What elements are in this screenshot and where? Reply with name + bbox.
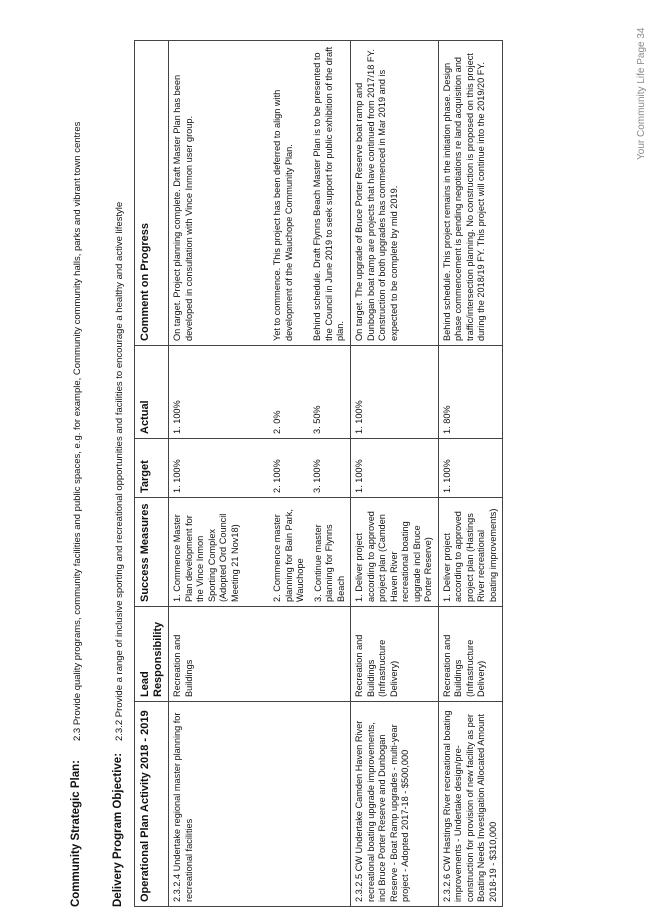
rotated-page <box>70 27 590 907</box>
col-header-activity: Operational Plan Activity 2018 - 2019 <box>135 702 169 907</box>
lead-cell: Recreation and Buildings <box>169 607 351 702</box>
comment-cell <box>351 41 439 346</box>
delivery-objective-label: Delivery Program Objective: <box>112 752 124 907</box>
strategic-plan-text: 2.3 Provide quality programs, community facilities and public spaces, e.g. for example, Community community halls, parks and vibrant town centres <box>72 121 83 741</box>
activity-cell: 2.3.2.6 CW Hastings River recreational boating improvements - Undertake design/pre-construction for provision of new facility as per Boating Needs Investigation Allocated Amount 2018-19 - $310,000 <box>438 702 503 907</box>
comment-cell <box>438 41 503 346</box>
col-header-target: Target <box>135 439 169 498</box>
actual-cell <box>438 346 503 439</box>
delivery-objective-text: 2.3.2 Provide a range of inclusive sporting and recreational opportunities and facilities to encourage a healthy and active lifestyle <box>114 201 125 741</box>
col-header-lead: Lead Responsibility <box>135 607 169 702</box>
target-cell <box>169 439 351 498</box>
comment-item: On target. Project planning complete. Draft Master Plan has been developed in consultation with Vince Inmon user group. <box>172 74 194 341</box>
col-header-actual: Actual <box>135 346 169 439</box>
measures-cell <box>169 498 351 607</box>
table-header-row <box>135 41 169 907</box>
table-row <box>169 41 351 907</box>
lead-cell: Recreation and Buildings (Infrastructure Delivery) <box>438 607 503 702</box>
comment-item: On target. The upgrade of Bruce Porter Reserve boat ramp and Dunbogan boat ramp are projects that have continued from 2017/18 FY. Construction of both upgrades has commenced in Mar 2019 and is expected to be complete by mid 2019. <box>354 49 399 341</box>
actual-item: 1. 100% <box>354 400 364 434</box>
target-cell <box>438 439 503 498</box>
measures-cell <box>351 498 439 607</box>
actual-item: 1. 80% <box>441 405 452 434</box>
page-footer <box>612 0 647 907</box>
page-number-label: Your Community Life Page 34 <box>636 27 647 160</box>
actual-item: 2. 0% <box>272 410 282 434</box>
target-item: 1. 100% <box>354 459 364 493</box>
actual-item: 1. 100% <box>172 400 182 434</box>
table-row <box>438 41 503 907</box>
target-cell <box>351 439 439 498</box>
measure-item: 3. Continue master planning for Flynns Beach <box>312 524 346 602</box>
target-item: 2. 100% <box>272 459 282 493</box>
comment-cell <box>169 41 351 346</box>
lead-cell: Recreation and Buildings (Infrastructure Delivery) <box>351 607 439 702</box>
target-item: 3. 100% <box>312 459 322 493</box>
measure-item: 1. Commence Master Plan development for the Vince Inmon Sporting Complex (Adopted Ord Council Meeting 21 Nov18) <box>172 513 240 602</box>
target-item: 1. 100% <box>441 459 452 493</box>
activity-cell: 2.3.2.4 Undertake regional master planning for recreational facilities <box>169 702 351 907</box>
col-header-measures: Success Measures <box>135 498 169 607</box>
activity-cell: 2.3.2.5 CW Undertake Camden Haven River recreational boating upgrade improvements, incl Bruce Porter Reserve and Dunbogan Reserve - Boat Ramp upgrades - multi-year project - Adopted 2017-18 - $500,000 <box>351 702 439 907</box>
measure-item: 1. Deliver project according to approved project plan (Camden Haven River recreational boating upgrade incl Bruce Porter Reserve) <box>354 511 433 602</box>
actual-cell <box>169 346 351 439</box>
col-header-comment: Comment on Progress <box>135 41 169 346</box>
table-row <box>351 41 439 907</box>
activities-table <box>134 40 503 907</box>
measures-cell <box>438 498 503 607</box>
comment-item: Behind schedule. Draft Flynns Beach Master Plan is to be presented to the Council in June 2019 to seek support for public exhibition of the draft plan. <box>312 46 345 341</box>
target-item: 1. 100% <box>172 459 182 493</box>
actual-cell <box>351 346 439 439</box>
actual-item: 3. 50% <box>312 405 322 434</box>
measure-item: 2. Commence master planning for Bain Park, Wauchope <box>272 509 305 602</box>
comment-item: Yet to commence. This project has been deferred to align with development of the Wauchope Community Plan. <box>272 89 294 341</box>
strategic-plan-label: Community Strategic Plan: <box>70 760 82 907</box>
comment-item: Behind schedule. This project remains in the initiation phase. Design phase commencement is pending negotiations re land acquisition and traffic/intersection planning. No construction is proposed on this project during the 2018/19 FY. This project will continue into the 2019/20 FY. <box>441 53 486 341</box>
measure-item: 1. Deliver project according to approved project plan (Hastings River recreational boating improvements) <box>441 508 498 602</box>
